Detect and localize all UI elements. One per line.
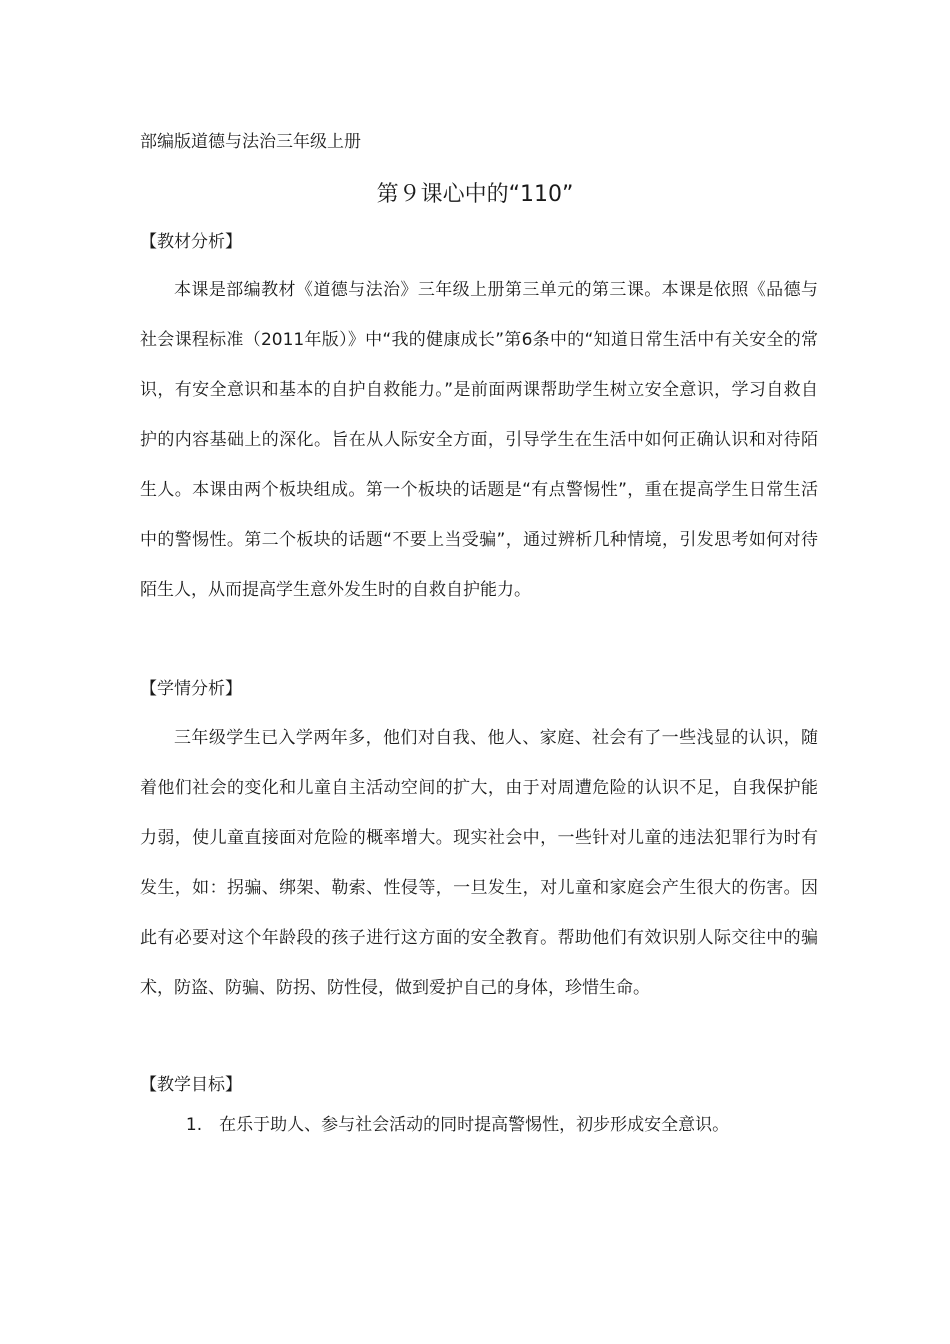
section-paragraph-student-analysis: 三年级学生已入学两年多，他们对自我、他人、家庭、社会有了一些浅显的认识，随着他们社会的变化和儿童自主活动空间的扩大，由于对周遭危险的认识不足，自我保护能力弱，使儿童直接面对危险的概率增大。现实社会中，一些针对儿童的违法犯罪行为时有发生，如：拐骗、绑架、勒索、性侵等，一旦发生，对儿童和家庭会产生很大的伤害。因此有必要对这个年龄段的孩子进行这方面的安全教育。帮助他们有效识别人际交往中的骗术，防盗、防骗、防拐、防性侵，做到爱护自己的身体，珍惜生命。 bbox=[140, 728, 818, 998]
section-paragraph-textbook-analysis: 本课是部编教材《道德与法治》三年级上册第三单元的第三课。本课是依照《品德与社会课程标准（2011年版）》中“我的健康成长”第6条中的“知道日常生活中有关安全的常识，有安全意识和基本的自护自救能力。”是前面两课帮助学生树立安全意识，学习自救自护的内容基础上的深化。旨在从人际安全方面，引导学生在生活中如何正确认识和对待陌生人。本课由两个板块组成。第一个板块的话题是“有点警惕性”，重在提高学生日常生活中的警惕性。第二个板块的话题“不要上当受骗”，通过辨析几种情境，引发思考如何对待陌生人，从而提高学生意外发生时的自救自护能力。 bbox=[140, 280, 818, 600]
document-title: 第９课心中的“110” bbox=[376, 182, 574, 207]
section-heading-textbook-analysis: 【教材分析】 bbox=[140, 232, 242, 252]
objective-list-item: 1. 在乐于助人、参与社会活动的同时提高警惕性，初步形成安全意识。 bbox=[185, 1115, 730, 1135]
section-heading-teaching-objectives: 【教学目标】 bbox=[140, 1075, 242, 1095]
document-subtitle: 部编版道德与法治三年级上册 bbox=[140, 132, 361, 152]
section-heading-student-analysis: 【学情分析】 bbox=[140, 679, 242, 699]
